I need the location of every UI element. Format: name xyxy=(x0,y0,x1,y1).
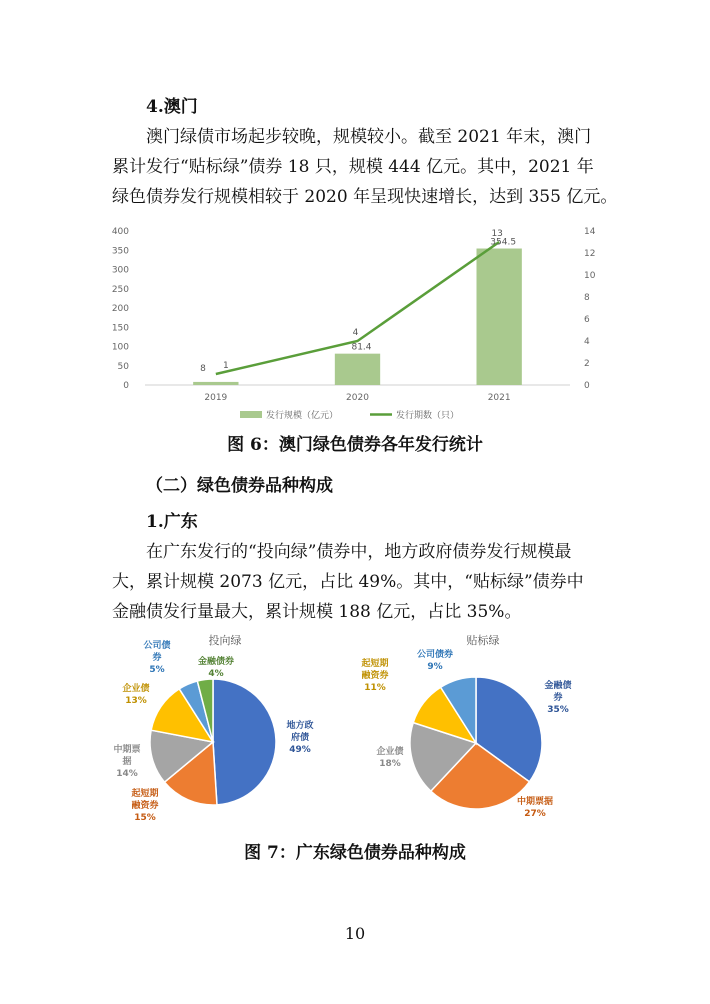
slice-label-text: 中期票 xyxy=(113,745,141,755)
y-tick-label: 150 xyxy=(111,323,129,334)
macau-issuance-chart xyxy=(100,222,610,427)
slice-label-text: 券 xyxy=(553,693,563,703)
slice-label xyxy=(517,795,553,819)
x-tick-label: 2020 xyxy=(346,393,369,403)
slice-label-text: 13% xyxy=(125,696,147,706)
section-heading-macau: 4.澳门 xyxy=(146,97,198,117)
bar-data-label: 81.4 xyxy=(351,342,372,353)
slice-label xyxy=(143,639,170,675)
y2-tick-label: 14 xyxy=(584,227,596,237)
legend-label-line: 发行期数（只） xyxy=(396,411,460,421)
slice-label xyxy=(122,682,149,706)
legend-label-bar: 发行规模（亿元） xyxy=(266,411,339,421)
bar xyxy=(193,382,238,385)
slice-label-text: 11% xyxy=(364,683,386,693)
paragraph-line: 绿色债券发行规模相较于 2020 年呈现快速增长，达到 355 亿元。 xyxy=(112,187,618,207)
pie-title: 投向绿 xyxy=(208,634,242,647)
y-tick-label: 250 xyxy=(111,284,129,295)
slice-label-text: 金融债 xyxy=(544,681,572,691)
figure-caption-7: 图 7：广东绿色债券品种构成 xyxy=(244,843,466,863)
bar xyxy=(335,354,380,385)
pie-title: 贴标绿 xyxy=(466,634,500,647)
page-number: 10 xyxy=(344,924,366,943)
slice-label-text: 18% xyxy=(379,759,401,769)
slice-label xyxy=(131,787,158,823)
paragraph-line: 累计发行“贴标绿”债券 18 只，规模 444 亿元。其中，2021 年 xyxy=(112,157,594,177)
bar xyxy=(477,249,522,385)
figure-caption-6: 图 6：澳门绿色债券各年发行统计 xyxy=(227,435,483,455)
paragraph-macau-rest xyxy=(112,152,617,212)
slice-label xyxy=(376,745,403,769)
paragraph-line: 大，累计规模 2073 亿元，占比 49%。其中，“贴标绿”债券中 xyxy=(112,572,584,592)
slice-label-text: 27% xyxy=(524,809,546,819)
right-axis xyxy=(584,227,596,391)
x-axis-labels xyxy=(204,393,510,403)
paragraph-line: 金融债发行量最大，累计规模 188 亿元，占比 35%。 xyxy=(112,602,522,622)
left-axis xyxy=(112,227,129,391)
y2-tick-label: 8 xyxy=(584,293,590,303)
slice-label-text: 公司债 xyxy=(143,641,171,651)
slice-label-text: 9% xyxy=(427,662,443,672)
paragraph-macau-line-1 xyxy=(146,122,591,152)
slice-label-text: 中期票据 xyxy=(516,797,554,807)
slice-label-text: 金融债券 xyxy=(197,657,235,667)
slice-label-text: 地方政 xyxy=(286,721,314,731)
pie-slices xyxy=(150,679,276,805)
y2-tick-label: 12 xyxy=(584,249,596,259)
line-data-label: 13 xyxy=(491,229,503,239)
y-tick-label: 50 xyxy=(117,361,129,372)
y-tick-label: 100 xyxy=(111,342,129,353)
slice-label xyxy=(544,679,571,715)
pie-chart-tiebiao xyxy=(355,628,605,833)
slice-label-text: 15% xyxy=(134,813,156,823)
slice-label-text: 49% xyxy=(289,745,311,755)
bar-data-label: 8 xyxy=(200,364,206,374)
paragraph-guangdong-rest xyxy=(112,567,584,627)
line-data-label: 4 xyxy=(352,328,359,338)
slice-label-text: 起短期 xyxy=(361,659,389,669)
pie-chart-toxiang xyxy=(100,628,350,833)
bar-data-label: 354.5 xyxy=(490,237,517,248)
y2-tick-label: 10 xyxy=(584,271,596,281)
slice-label xyxy=(198,655,234,679)
y2-tick-label: 0 xyxy=(584,381,590,391)
paragraph-guangdong-line-1 xyxy=(146,537,571,567)
slice-label-text: 公司债券 xyxy=(416,650,454,660)
line-data-label: 1 xyxy=(222,361,229,371)
x-tick-label: 2019 xyxy=(204,393,228,403)
y-tick-label: 200 xyxy=(111,304,129,314)
slice-label-text: 企业债 xyxy=(376,747,404,757)
slice-label-text: 券 xyxy=(152,653,162,663)
slice-label-text: 企业债 xyxy=(122,684,150,694)
y2-tick-label: 4 xyxy=(584,337,590,347)
slice-label-text: 4% xyxy=(208,669,224,679)
slice-label xyxy=(113,743,140,779)
x-tick-label: 2021 xyxy=(487,393,511,403)
y-tick-label: 400 xyxy=(111,227,129,237)
pie-slice xyxy=(213,679,276,805)
y-tick-label: 0 xyxy=(123,381,129,391)
pie-slices xyxy=(410,677,542,809)
y-tick-label: 350 xyxy=(111,246,129,257)
paragraph-line: 澳门绿债市场起步较晚，规模较小。截至 2021 年末，澳门 xyxy=(146,127,592,147)
section-heading-types: （二）绿色债券品种构成 xyxy=(146,476,333,496)
slice-label-text: 据 xyxy=(122,757,132,767)
slice-label xyxy=(417,648,453,672)
legend-swatch-bar xyxy=(240,411,262,418)
line-series xyxy=(200,229,516,374)
section-heading-guangdong: 1.广东 xyxy=(146,512,198,532)
slice-label-text: 14% xyxy=(116,769,138,779)
chart-legend xyxy=(240,409,459,421)
slice-label-text: 5% xyxy=(149,665,165,675)
y2-tick-label: 6 xyxy=(584,315,590,325)
slice-label xyxy=(361,657,388,693)
paragraph-line: 在广东发行的“投向绿”债券中，地方政府债券发行规模最 xyxy=(146,542,572,562)
y-tick-label: 300 xyxy=(111,265,129,276)
y2-tick-label: 2 xyxy=(584,359,590,369)
bar-series xyxy=(193,249,522,385)
slice-label-text: 融资券 xyxy=(361,671,389,681)
slice-label xyxy=(286,719,313,755)
slice-label-text: 融资券 xyxy=(131,801,159,811)
slice-label-text: 起短期 xyxy=(131,789,159,799)
slice-label-text: 35% xyxy=(547,705,569,715)
slice-label-text: 府债 xyxy=(290,733,310,743)
